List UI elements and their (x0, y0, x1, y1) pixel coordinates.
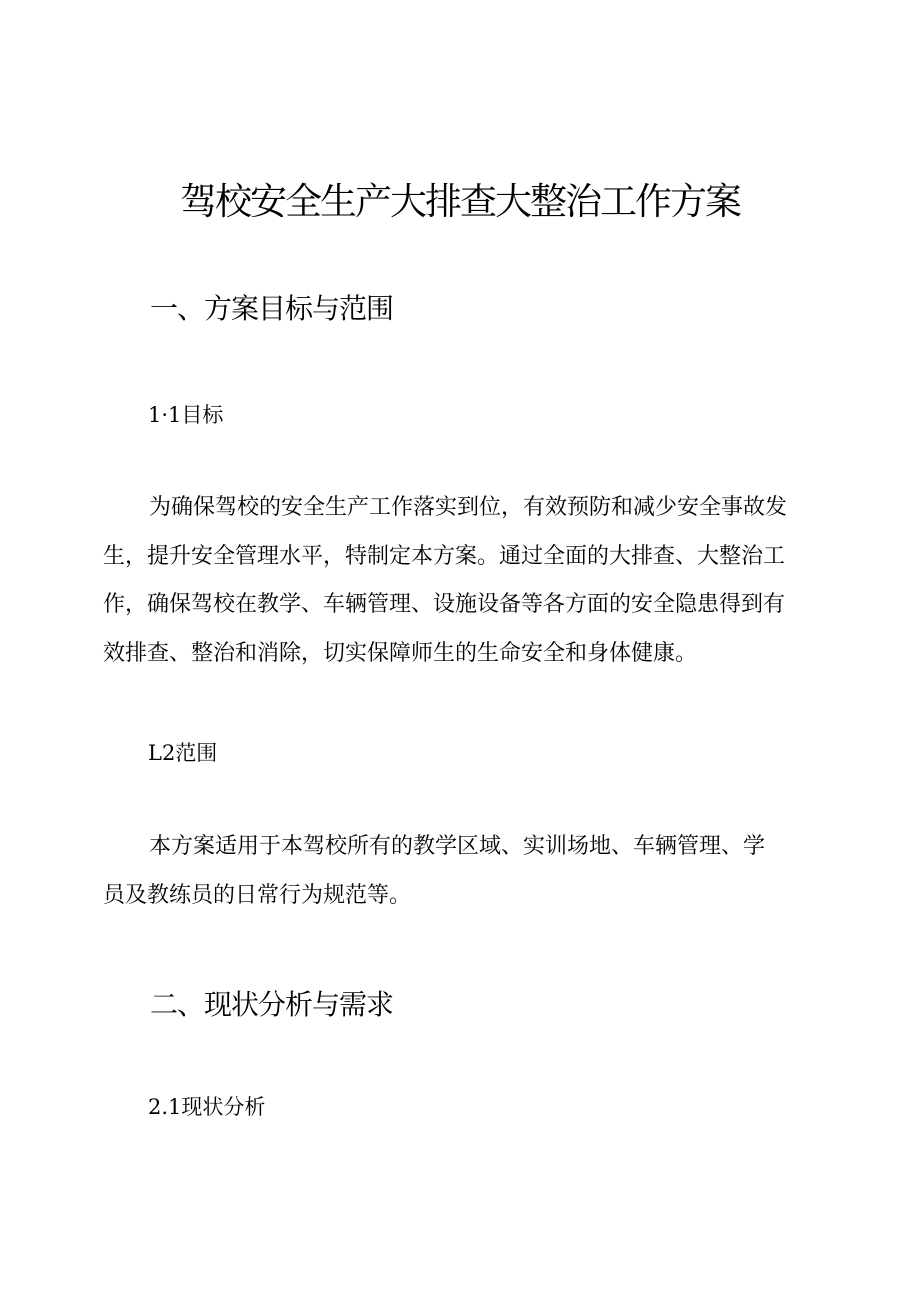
section-heading-2: 二、现状分析与需求 (150, 988, 394, 1021)
paragraph-scope (103, 823, 817, 920)
paragraph-line: 生，提升安全管理水平，特制定本方案。通过全面的大排查、大整治工 (103, 543, 786, 569)
paragraph-goal (103, 484, 817, 678)
paragraph-line: 为确保驾校的安全生产工作落实到位，有效预防和减少安全事故发 (149, 495, 788, 520)
document-title: 驾校安全生产大排查大整治工作方案 (180, 180, 740, 223)
subsection-heading-1-2: L2范围 (148, 741, 218, 765)
paragraph-line: 员及教练员的日常行为规范等。 (103, 882, 412, 908)
subsection-heading-1-1: 1·1目标 (148, 403, 224, 427)
paragraph-line: 效排查、整治和消除，切实保障师生的生命安全和身体健康。 (103, 640, 698, 666)
subsection-heading-2-1: 2.1现状分析 (148, 1095, 266, 1119)
paragraph-line: 作，确保驾校在教学、车辆管理、设施设备等各方面的安全隐患得到有 (103, 592, 786, 617)
paragraph-line: 本方案适用于本驾校所有的教学区域、实训场地、车辆管理、学 (149, 834, 766, 859)
section-heading-1: 一、方案目标与范围 (150, 292, 394, 325)
